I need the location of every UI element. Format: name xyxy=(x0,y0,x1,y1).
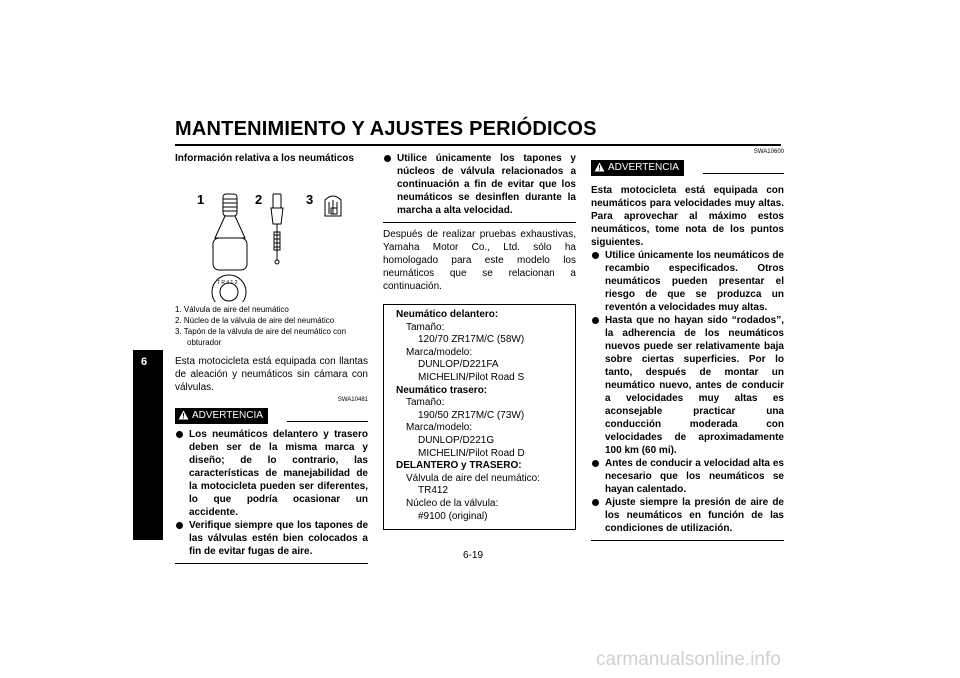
warning-header xyxy=(591,149,784,180)
fig-label-1: 1 xyxy=(197,192,205,207)
spec-rear-heading: Neumático trasero: xyxy=(396,384,488,396)
spec-value: #9100 (original) xyxy=(418,510,488,522)
warning-rule xyxy=(703,173,784,174)
warning-item: Utilice únicamente los tapones y núcleos de válvula relacionados a continuación a fin de evitar que los neumáticos se desinflen durante la marcha a alta velocidad. xyxy=(383,152,576,217)
spec-value: MICHELIN/Pilot Road S xyxy=(418,371,525,383)
valve-figure xyxy=(175,172,365,302)
spec-value: DUNLOP/D221G xyxy=(418,434,495,446)
warning-intro: Esta motocicleta está equipada con neumáticos para velocidades muy altas. Para aprovechar al máximo estos neumáticos, tome nota de los puntos siguientes. xyxy=(591,185,784,248)
warning-triangle-icon xyxy=(594,162,605,172)
warning-end-rule xyxy=(383,222,576,223)
legend-item: 1. Válvula de aire del neumático xyxy=(175,305,289,314)
warning-label: ADVERTENCIA xyxy=(608,162,679,173)
homologation-paragraph: Después de realizar pruebas exhaustivas, Yamaha Motor Co., Ltd. sólo ha homologado para este modelo los neumáticos que se relacionan a continuación. xyxy=(383,229,576,292)
spec-label: Válvula de aire del neumático: xyxy=(406,472,540,484)
fig-label-3: 3 xyxy=(306,192,314,207)
spec-label: Tamaño: xyxy=(406,321,445,333)
spec-label: Marca/modelo: xyxy=(406,346,473,358)
spec-value: TR412 xyxy=(418,485,449,497)
warning-header xyxy=(175,397,368,428)
page-number: 6-19 xyxy=(463,550,484,561)
bullet-icon xyxy=(592,460,599,467)
page-title: MANTENIMIENTO Y AJUSTES PERIÓDICOS xyxy=(175,118,597,140)
spec-value: MICHELIN/Pilot Road D xyxy=(418,447,525,459)
bullet-icon xyxy=(384,155,391,162)
warning-continued-list xyxy=(383,152,576,217)
legend-item: 3. Tapón de la válvula de aire del neumático con obturador xyxy=(175,327,347,347)
spec-label: Núcleo de la válvula: xyxy=(406,497,499,509)
spec-value: 120/70 ZR17M/C (58W) xyxy=(418,334,525,346)
tire-spec-box xyxy=(383,304,576,530)
warning-code: SWA10481 xyxy=(337,397,368,403)
valve-drawing-icon xyxy=(175,172,365,302)
fig-label-2: 2 xyxy=(255,192,263,207)
figure-legend xyxy=(175,304,368,348)
warning-end-rule xyxy=(591,540,784,541)
warning-badge xyxy=(591,160,684,176)
bullet-icon xyxy=(592,499,599,506)
column-2 xyxy=(383,152,576,530)
warning-list xyxy=(175,428,368,558)
warning-label: ADVERTENCIA xyxy=(192,410,263,421)
spec-value: DUNLOP/D221FA xyxy=(418,359,499,371)
watermark: carmanualsonline.info xyxy=(596,649,781,670)
legend-item: 2. Núcleo de la válvula de aire del neumático xyxy=(175,316,335,325)
bullet-icon xyxy=(176,522,183,529)
warning-item: Ajuste siempre la presión de aire de los neumáticos en función de las condiciones de utilización. xyxy=(591,496,784,535)
spec-both-heading: DELANTERO y TRASERO: xyxy=(396,460,522,472)
warning-list xyxy=(591,249,784,535)
spec-label: Tamaño: xyxy=(406,397,445,409)
column-3 xyxy=(591,149,784,541)
warning-code: SWA10600 xyxy=(753,149,784,155)
chapter-number: 6 xyxy=(141,356,148,368)
warning-triangle-icon xyxy=(178,410,189,420)
spec-front-heading: Neumático delantero: xyxy=(396,309,499,320)
chapter-tab xyxy=(133,350,163,540)
title-rule xyxy=(175,144,781,146)
warning-item: Utilice únicamente los neumáticos de recambio especificados. Otros neumáticos pueden presentar el riesgo de que se produzca un reventón a velocidades muy altas. xyxy=(591,249,784,314)
spec-label: Marca/modelo: xyxy=(406,422,473,434)
warning-end-rule xyxy=(175,563,368,564)
intro-paragraph: Esta motocicleta está equipada con llantas de aleación y neumáticos sin cámara con válvulas. xyxy=(175,356,368,393)
bullet-icon xyxy=(592,252,599,259)
warning-badge xyxy=(175,408,268,424)
warning-item: Los neumáticos delantero y trasero deben ser de la misma marca y diseño; de lo contrario, las características de manejabilidad de la motocicleta pueden ser diferentes, lo que podría ocasionar un accidente. xyxy=(175,428,368,519)
bullet-icon xyxy=(592,317,599,324)
spec-value: 190/50 ZR17M/C (73W) xyxy=(418,409,525,421)
warning-item: Antes de conducir a velocidad alta es necesario que los neumáticos se hayan calentado. xyxy=(591,457,784,496)
warning-item: Verifique siempre que los tapones de las válvulas estén bien colocados a fin de evitar fugas de aire. xyxy=(175,519,368,558)
warning-rule xyxy=(287,421,368,422)
column-1 xyxy=(175,152,368,564)
section-subheading: Información relativa a los neumáticos xyxy=(175,153,354,164)
warning-item: Hasta que no hayan sido “rodados”, la adherencia de los neumáticos nuevos puede ser relativamente baja sobre ciertas superficies. Por lo tanto, después de montar un neumático nuevo, antes de conducir a velocidades muy altas es aconsejable practicar una conducción moderada con velocidades de aproximadamente 100 km (60 mi). xyxy=(591,314,784,457)
bullet-icon xyxy=(176,431,183,438)
svg-text:T R 4 1 2: T R 4 1 2 xyxy=(217,280,238,286)
